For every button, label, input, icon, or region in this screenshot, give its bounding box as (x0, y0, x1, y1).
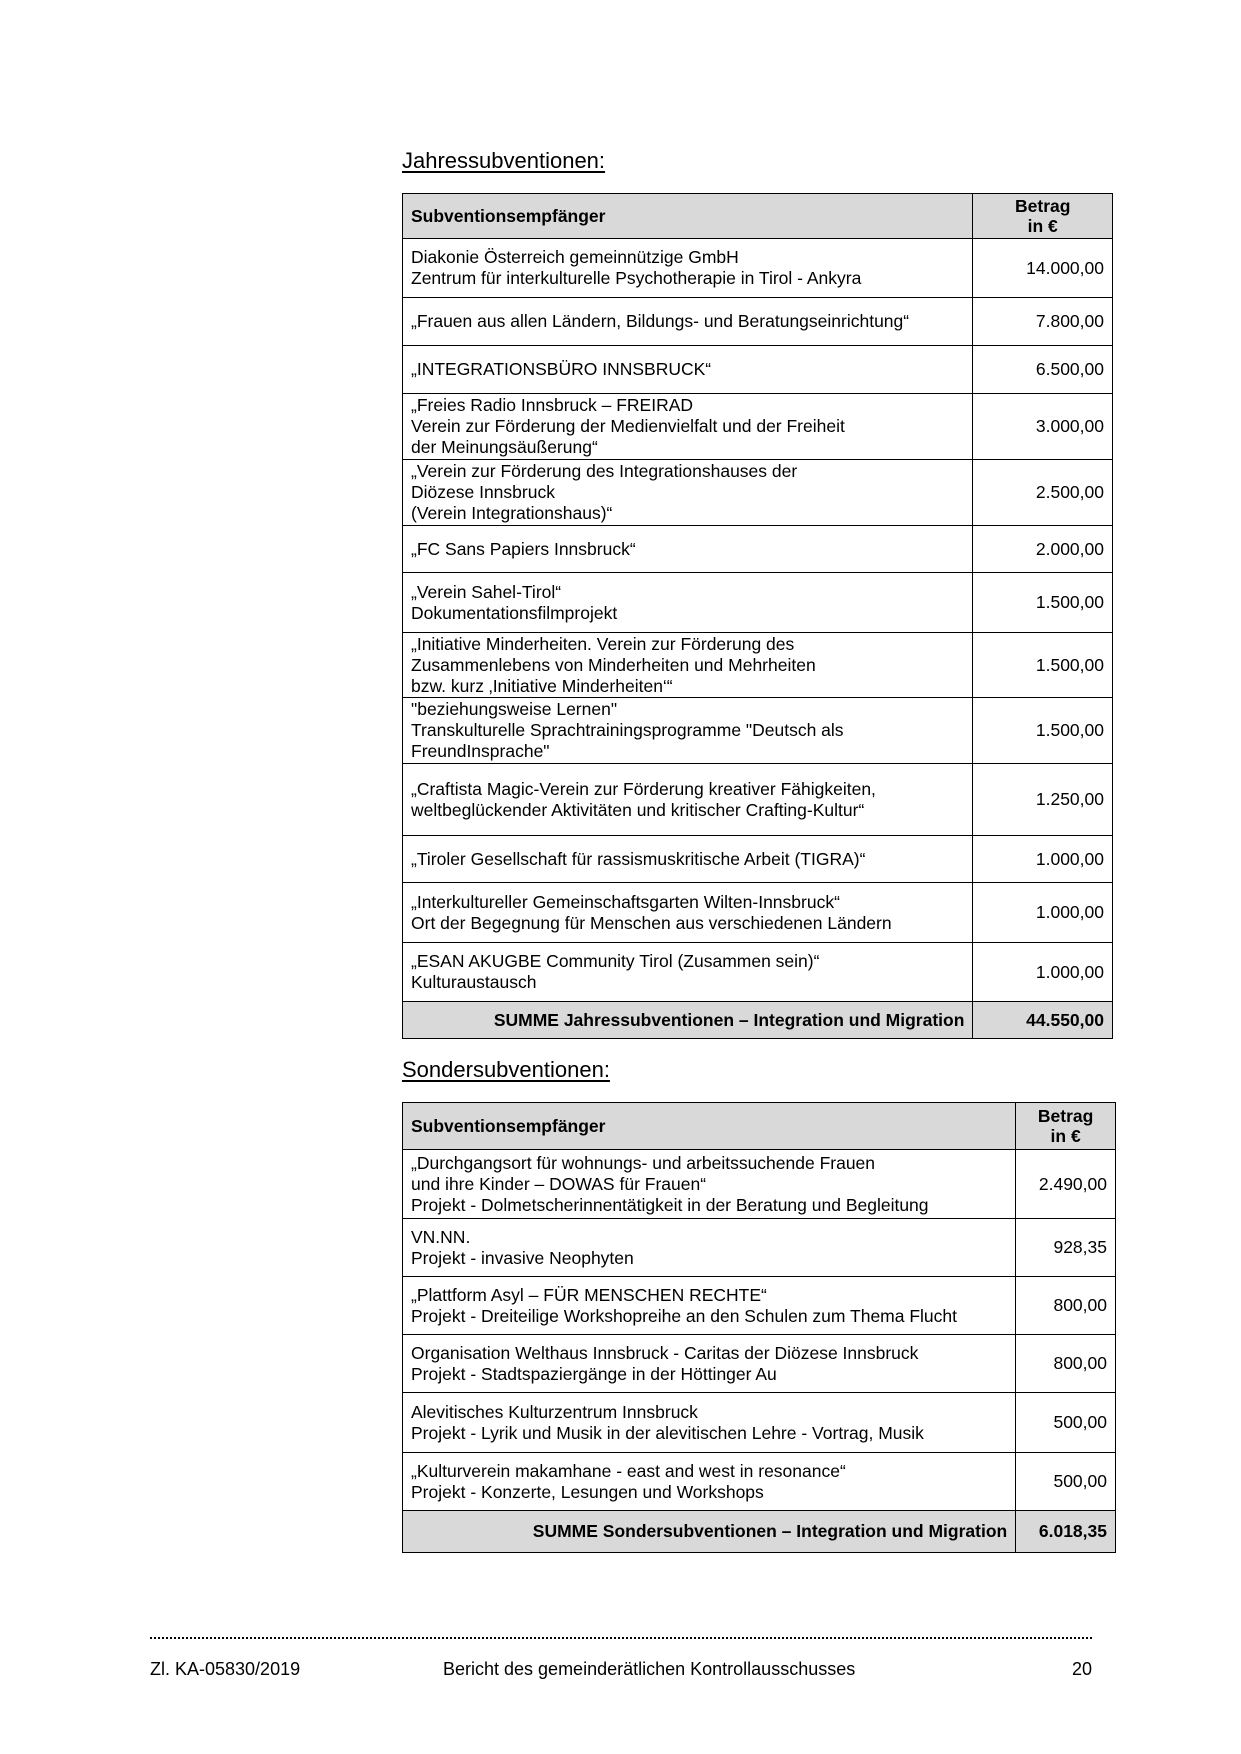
section-title-sonder: Sondersubventionen: (402, 1057, 610, 1082)
recipient-line: „Interkultureller Gemeinschaftsgarten Wilten-Innsbruck“ (411, 891, 840, 912)
recipient-cell (403, 298, 973, 346)
amount-cell: 1.500,00 (973, 573, 1113, 633)
table-row (403, 573, 1113, 633)
column-header-amount-line1: Betrag (1015, 196, 1071, 216)
recipient-cell (403, 573, 973, 633)
recipient-line: und ihre Kinder – DOWAS für Frauen“ (411, 1173, 707, 1194)
recipient-line: Diakonie Österreich gemeinnützige GmbH (411, 247, 739, 267)
sonder-table (402, 1102, 1116, 1553)
recipient-cell (403, 698, 973, 764)
amount-cell: 7.800,00 (973, 298, 1113, 346)
recipient-cell (403, 394, 973, 460)
recipient-line: Projekt - Lyrik und Musik in der alevitischen Lehre - Vortrag, Musik (411, 1422, 924, 1443)
recipient-line: „FC Sans Papiers Innsbruck“ (411, 538, 636, 559)
column-header-amount-line2: in € (1027, 216, 1058, 236)
amount-cell: 1.000,00 (973, 943, 1113, 1002)
recipient-line: Zusammenlebens von Minderheiten und Mehrheiten (411, 654, 816, 675)
recipient-line: „Verein Sahel-Tirol“ (411, 581, 562, 602)
table-row (403, 883, 1113, 943)
recipient-line: „Craftista Magic-Verein zur Förderung kreativer Fähigkeiten, (411, 778, 876, 799)
amount-cell: 3.000,00 (973, 394, 1113, 460)
table-row (403, 764, 1113, 836)
table-row (403, 460, 1113, 526)
amount-cell: 2.000,00 (973, 526, 1113, 573)
recipient-line: "beziehungsweise Lernen" (411, 699, 618, 719)
recipient-cell (403, 943, 973, 1002)
recipient-line: FreundInsprache" (411, 741, 550, 761)
amount-cell: 800,00 (1016, 1335, 1116, 1393)
recipient-cell (403, 239, 973, 298)
recipient-line: Projekt - invasive Neophyten (411, 1247, 634, 1268)
sum-label: SUMME Sondersubventionen – Integration und Migration (403, 1511, 1016, 1553)
column-header-amount-line2: in € (1050, 1126, 1081, 1146)
table-row (403, 1219, 1116, 1277)
recipient-cell (403, 883, 973, 943)
table-row (403, 394, 1113, 460)
recipient-cell (403, 1393, 1016, 1453)
recipient-cell (403, 1335, 1016, 1393)
recipient-cell (403, 633, 973, 698)
amount-cell: 2.490,00 (1016, 1150, 1116, 1219)
recipient-line: Alevitisches Kulturzentrum Innsbruck (411, 1401, 698, 1422)
footer-divider (150, 1637, 1092, 1639)
amount-cell: 2.500,00 (973, 460, 1113, 526)
recipient-cell (403, 836, 973, 883)
table-row (403, 1150, 1116, 1219)
footer-report-title: Bericht des gemeinderätlichen Kontrollausschusses (443, 1659, 856, 1679)
recipient-cell (403, 460, 973, 526)
column-header-recipient: Subventionsempfänger (403, 194, 973, 239)
column-header-amount (1016, 1103, 1116, 1150)
recipient-line: „INTEGRATIONSBÜRO INNSBRUCK“ (411, 359, 712, 379)
recipient-line: Transkulturelle Sprachtrainingsprogramme "Deutsch als (411, 720, 844, 740)
recipient-cell (403, 526, 973, 573)
column-header-amount (973, 194, 1113, 239)
table-row (403, 836, 1113, 883)
amount-cell: 1.000,00 (973, 883, 1113, 943)
recipient-line: „Durchgangsort für wohnungs- und arbeitssuchende Frauen (411, 1152, 876, 1173)
table-row (403, 346, 1113, 394)
table-row (403, 239, 1113, 298)
sum-amount: 44.550,00 (973, 1002, 1113, 1039)
table-row (403, 698, 1113, 764)
recipient-line: Projekt - Konzerte, Lesungen und Workshops (411, 1481, 764, 1502)
table-row (403, 943, 1113, 1002)
amount-cell: 14.000,00 (973, 239, 1113, 298)
footer-page-number: 20 (1072, 1659, 1093, 1679)
column-header-recipient: Subventionsempfänger (403, 1103, 1016, 1150)
sum-amount: 6.018,35 (1016, 1511, 1116, 1553)
recipient-cell (403, 1453, 1016, 1511)
table-row (403, 633, 1113, 698)
footer-reference: Zl. KA-05830/2019 (150, 1659, 301, 1679)
recipient-cell (403, 764, 973, 836)
amount-cell: 928,35 (1016, 1219, 1116, 1277)
recipient-line: „Freies Radio Innsbruck – FREIRAD (411, 395, 694, 415)
column-header-amount-line1: Betrag (1037, 1106, 1094, 1126)
amount-cell: 500,00 (1016, 1393, 1116, 1453)
table-row (403, 1453, 1116, 1511)
recipient-line: Dokumentationsfilmprojekt (411, 602, 618, 623)
recipient-cell (403, 1150, 1016, 1219)
recipient-line: (Verein Integrationshaus)“ (411, 503, 613, 523)
amount-cell: 800,00 (1016, 1277, 1116, 1335)
recipient-line: der Meinungsäußerung“ (411, 437, 598, 457)
recipient-line: „Verein zur Förderung des Integrationshauses der (411, 461, 798, 481)
recipient-cell (403, 1277, 1016, 1335)
recipient-line: Verein zur Förderung der Medienvielfalt und der Freiheit (411, 416, 845, 436)
recipient-line: „Kulturverein makamhane - east and west in resonance“ (411, 1460, 846, 1481)
amount-cell: 1.000,00 (973, 836, 1113, 883)
recipient-line: „ESAN AKUGBE Community Tirol (Zusammen sein)“ (411, 951, 820, 971)
recipient-line: Kulturaustausch (411, 972, 537, 992)
amount-cell: 6.500,00 (973, 346, 1113, 394)
recipient-line: „Initiative Minderheiten. Verein zur Förderung des (411, 633, 795, 654)
sum-label: SUMME Jahressubventionen – Integration und Migration (403, 1002, 973, 1039)
recipient-cell (403, 346, 973, 394)
recipient-line: VN.NN. (411, 1226, 471, 1247)
recipient-line: Projekt - Dreiteilige Workshopreihe an den Schulen zum Thema Flucht (411, 1305, 958, 1326)
recipient-line: Projekt - Stadtspaziergänge in der Höttinger Au (411, 1363, 777, 1384)
table-row (403, 298, 1113, 346)
table-row (403, 1335, 1116, 1393)
recipient-line: weltbeglückender Aktivitäten und kritischer Crafting-Kultur“ (411, 799, 865, 820)
jahres-table (402, 193, 1113, 1039)
table-row (403, 1393, 1116, 1453)
recipient-line: „Tiroler Gesellschaft für rassismuskritische Arbeit (TIGRA)“ (411, 848, 866, 869)
recipient-line: bzw. kurz ‚Initiative Minderheiten‘“ (411, 675, 673, 696)
recipient-line: Zentrum für interkulturelle Psychotherapie in Tirol - Ankyra (411, 268, 862, 288)
amount-cell: 1.500,00 (973, 633, 1113, 698)
section-title-jahres: Jahressubventionen: (402, 148, 606, 173)
table-row (403, 1277, 1116, 1335)
table-row (403, 526, 1113, 573)
amount-cell: 1.500,00 (973, 698, 1113, 764)
recipient-line: Projekt - Dolmetscherinnentätigkeit in der Beratung und Begleitung (411, 1194, 929, 1215)
recipient-cell (403, 1219, 1016, 1277)
recipient-line: Diözese Innsbruck (411, 482, 555, 502)
recipient-line: Ort der Begegnung für Menschen aus verschiedenen Ländern (411, 912, 892, 933)
amount-cell: 1.250,00 (973, 764, 1113, 836)
recipient-line: „Frauen aus allen Ländern, Bildungs- und Beratungseinrichtung“ (411, 311, 910, 331)
amount-cell: 500,00 (1016, 1453, 1116, 1511)
recipient-line: „Plattform Asyl – FÜR MENSCHEN RECHTE“ (411, 1284, 767, 1305)
recipient-line: Organisation Welthaus Innsbruck - Caritas der Diözese Innsbruck (411, 1342, 919, 1363)
